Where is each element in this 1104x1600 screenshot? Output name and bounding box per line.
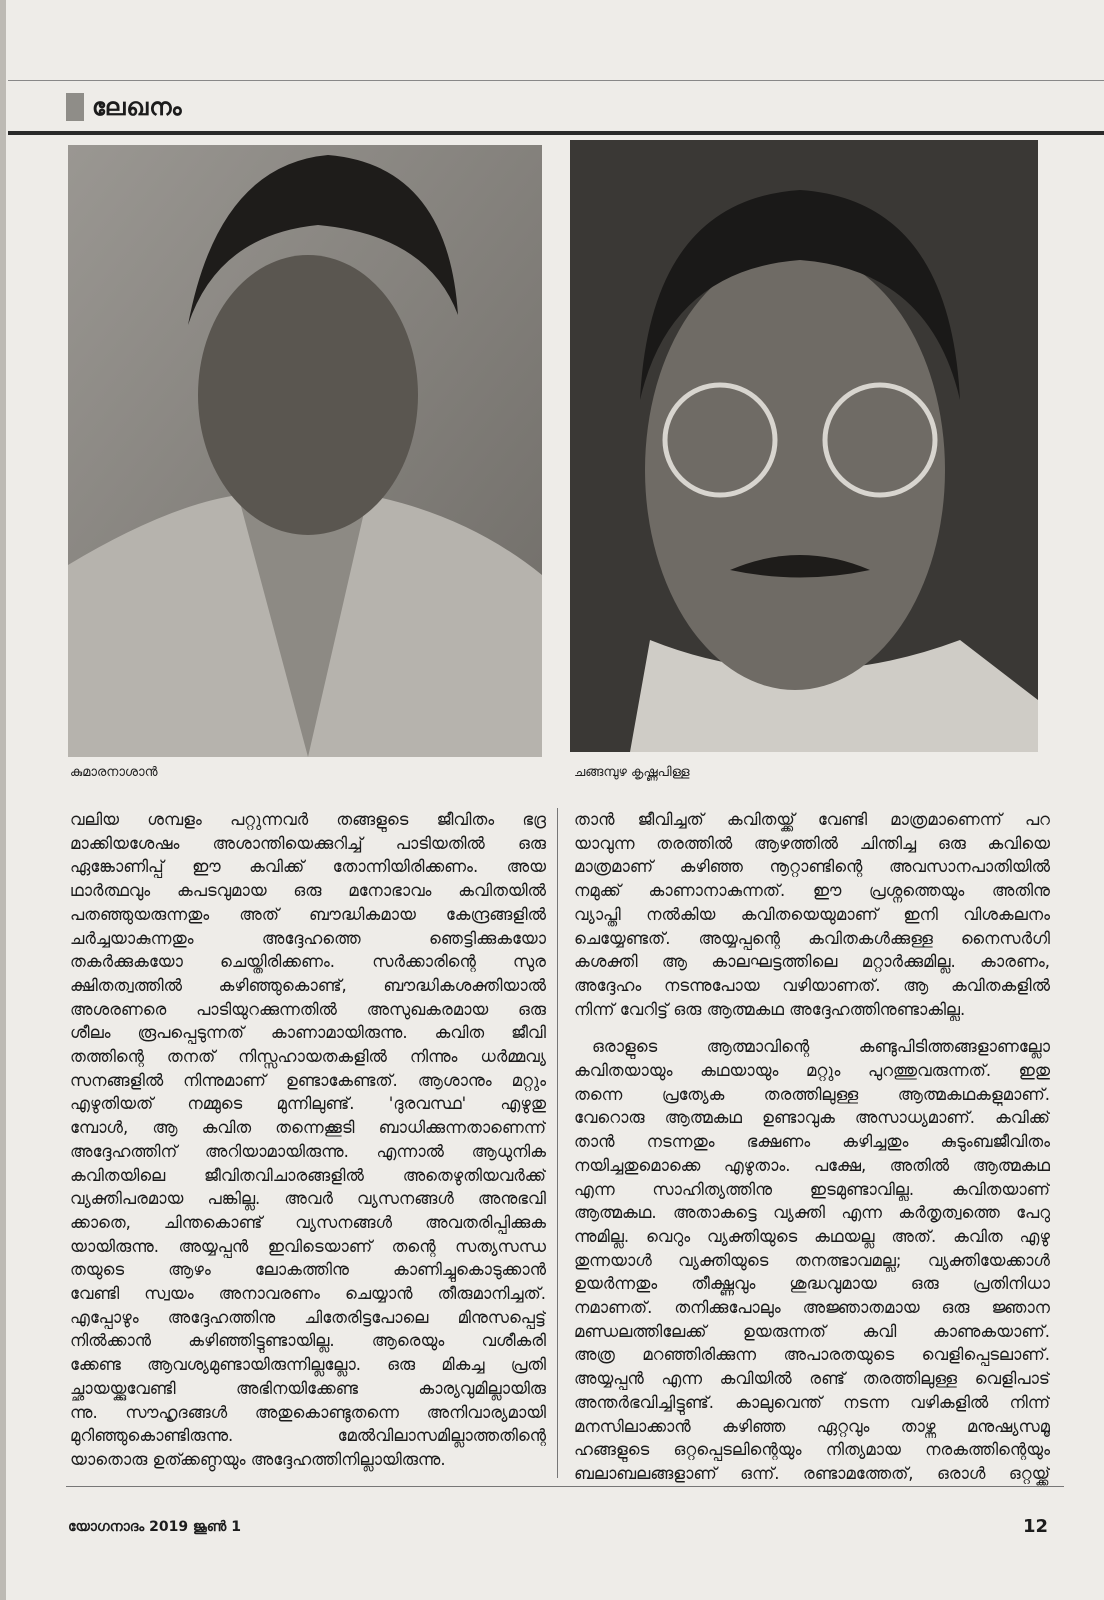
- text-line: അശരണരെ പാടിയുറക്കുന്നതിൽ അസുഖകരമായ ഒരു: [70, 999, 546, 1019]
- text-line: വലിയ ശമ്പളം പറ്റുന്നവർ തങ്ങളുടെ ജീവിതം ഭദ്ര: [70, 810, 546, 829]
- footer-rule: [66, 1486, 1064, 1487]
- section-header: [66, 93, 183, 121]
- text-line: ചെയ്യേണ്ടത്. അയ്യപ്പന്റെ കവിതകൾക്കുള്ള നൈസർഗി: [574, 928, 1050, 948]
- text-line: ക്കാതെ, ചിന്തകൊണ്ട് വ്യസനങ്ങൾ അവതരിപ്പിക്കുക: [70, 1212, 546, 1232]
- text-line: ക്ഷിതത്വത്തിൽ കഴിഞ്ഞുകൊണ്ട്, ബൗദ്ധികശക്തിയാൽ: [70, 975, 546, 995]
- text-line: ച്ഛായയ്ക്കുവേണ്ടി അഭിനയിക്കേണ്ട കാര്യവുമില്ലായിരു: [70, 1378, 546, 1398]
- text-line: ഒരാളുടെ ആത്മാവിന്റെ കണ്ടുപിടിത്തങ്ങളാണല്ലോ: [592, 1037, 1050, 1057]
- text-line: അദ്ദേഹം നടന്നുപോയ വഴിയാണത്. ആ കവിതകളിൽ: [574, 975, 1050, 995]
- footer-publication: യോഗനാദം 2019 ജൂൺ 1: [68, 1519, 242, 1535]
- text-line: വ്യാപ്തി നൽകിയ കവിതയെയുമാണ് ഇനി വിശകലനം: [574, 904, 1050, 924]
- page-binding-edge: [0, 0, 6, 1600]
- text-line: അന്തർഭവിച്ചിട്ടുണ്ട്. കാലുവെന്ത് നടന്ന വഴികളിൽ നിന്ന്: [574, 1392, 1050, 1412]
- header-rule: [8, 131, 1104, 135]
- text-line: ആത്മകഥ. അതാകട്ടെ വ്യക്തി എന്ന കർതൃത്വത്തെ പേറു: [574, 1203, 1050, 1223]
- text-line: വേറൊരു ആത്മകഥ ഉണ്ടാവുക അസാധ്യമാണ്. കവിക്ക്: [574, 1108, 1050, 1128]
- text-line: താൻ ജീവിച്ചത് കവിതയ്ക്ക് വേണ്ടി മാത്രമാണെന്ന് പറ: [574, 810, 1050, 829]
- text-line: ചർച്ചയാകുന്നതും അദ്ദേഹത്തെ ഞെട്ടിക്കുകയോ: [70, 928, 546, 948]
- text-line: മണ്ഡലത്തിലേക്ക് ഉയരുന്നത് കവി കാണുകയാണ്.: [574, 1321, 1050, 1341]
- text-line: കവിതയായും കഥയായും മറ്റും പുറത്തുവരുന്നത്. ഇതു: [574, 1061, 1050, 1081]
- photo-changampuzha: [570, 140, 1038, 752]
- text-line: ക്കേണ്ട ആവശ്യമുണ്ടായിരുന്നില്ലല്ലോ. ഒരു മികച്ച പ്രതി: [70, 1355, 546, 1375]
- text-line: ഹങ്ങളുടെ ഒറ്റപ്പെടലിന്റെയും നിത്യമായ നരകത്തിന്റെയും: [574, 1440, 1050, 1460]
- text-line: സനങ്ങളിൽ നിന്നുമാണ് ഉണ്ടാകേണ്ടത്. ആശാനും മറ്റും: [70, 1070, 546, 1090]
- text-line: യാതൊരു ഉത്ക്കണ്ഠയും അദ്ദേഹത്തിനില്ലായിരുന്നു.: [70, 1449, 446, 1469]
- text-line: ബലാബലങ്ങളാണ് ഒന്ന്. രണ്ടാമത്തേത്, ഒരാൾ ഒറ്റയ്ക്ക്: [574, 1463, 1050, 1483]
- text-line: വേണ്ടി സ്വയം അനാവരണം ചെയ്യാൻ തീരുമാനിച്ചത്.: [70, 1284, 546, 1304]
- text-line: തന്നെ പ്രത്യേക തരത്തിലുള്ള ആത്മകഥകളുമാണ്.: [574, 1084, 1050, 1104]
- text-line: ശീലം രൂപപ്പെടുന്നത് കാണാമായിരുന്നു. കവിത ജീവി: [70, 1023, 546, 1043]
- text-line: നിന്ന് വേറിട്ട് ഒരു ആത്മകഥ അദ്ദേഹത്തിനുണ്ടാകില്ല.: [574, 999, 966, 1019]
- text-line: നമുക്ക് കാണാനാകുന്നത്. ഈ പ്രശ്നത്തെയും അതിനു: [574, 881, 1050, 901]
- text-line: എന്ന സാഹിത്യത്തിനു ഇടമുണ്ടാവില്ല. കവിതയാണ്: [574, 1179, 1050, 1199]
- text-line: ന്നുമില്ല. വെറും വ്യക്തിയുടെ കഥയല്ല അത്. കവിത എഴു: [574, 1226, 1050, 1246]
- section-marker-icon: [66, 93, 84, 121]
- text-line: അദ്ദേഹത്തിന് അറിയാമായിരുന്നു. എന്നാൽ ആധുനിക: [70, 1141, 546, 1161]
- text-line: നയിച്ചതുമൊക്കെ എഴുതാം. പക്ഷേ, അതിൽ ആത്മകഥ: [574, 1155, 1050, 1175]
- text-line: വ്യക്തിപരമായ പങ്കില്ല. അവർ വ്യസനങ്ങൾ അനുഭവി: [70, 1189, 546, 1209]
- text-line: തയുടെ ആഴം ലോകത്തിനു കാണിച്ചുകൊടുക്കാൻ: [70, 1260, 546, 1280]
- text-line: മ്പോൾ, ആ കവിത തന്നെക്കൂടി ബാധിക്കുന്നതാണെന്ന്: [70, 1118, 546, 1138]
- text-line: നമാണത്. തനിക്കുപോലും അജ്ഞാതമായ ഒരു ജ്ഞാന: [574, 1298, 1050, 1318]
- top-divider: [8, 80, 1104, 81]
- text-line: ഉയർന്നതും തീക്ഷ്ണവും ശുദ്ധവുമായ ഒരു പ്രതിനിധാ: [574, 1274, 1050, 1294]
- page-number: 12: [1023, 1516, 1049, 1537]
- text-line: എഴുതിയത് നമ്മുടെ മുന്നിലുണ്ട്. 'ദുരവസ്ഥ' എഴുതു: [70, 1094, 546, 1114]
- photo-caption: കുമാരനാശാൻ: [70, 765, 158, 780]
- text-line: അത്ര മറഞ്ഞിരിക്കുന്ന അപാരതയുടെ വെളിപ്പെടലാണ്.: [574, 1345, 1050, 1365]
- column-divider: [557, 808, 558, 1478]
- text-line: മുറിഞ്ഞുകൊണ്ടിരുന്നു. മേൽവിലാസമില്ലാത്തതിന്റെ: [70, 1426, 546, 1446]
- text-line: കവിതയിലെ ജീവിതവിചാരങ്ങളിൽ അതെഴുതിയവർക്ക്: [70, 1165, 546, 1185]
- text-line: ഥാർത്ഥവും കപടവുമായ ഒരു മനോഭാവം കവിതയിൽ: [70, 881, 546, 901]
- text-line: യാവുന്ന തരത്തിൽ ആഴത്തിൽ ചിന്തിച്ച ഒരു കവിയെ: [574, 833, 1050, 853]
- article-column-right: [574, 808, 1050, 1486]
- text-line: താൻ നടന്നതും ഭക്ഷണം കഴിച്ചതും കുടുംബജീവിതം: [574, 1132, 1050, 1152]
- text-line: തുന്നയാൾ വ്യക്തിയുടെ തനത്ഭാവമല്ല; വ്യക്തിയേക്കാൾ: [574, 1250, 1050, 1270]
- text-line: പതഞ്ഞുയരുന്നതും അത് ബൗദ്ധികമായ കേന്ദ്രങ്ങളിൽ: [70, 904, 546, 924]
- paragraph-gap: [574, 1021, 1050, 1035]
- text-line: ന്നു. സൗഹൃദങ്ങൾ അതുകൊണ്ടുതന്നെ അനിവാര്യമായി: [70, 1402, 546, 1422]
- photo-kumaranasan: [68, 145, 542, 757]
- text-line: മാത്രമാണ് കഴിഞ്ഞ നൂറ്റാണ്ടിന്റെ അവസാനപാതിയിൽ: [574, 857, 1050, 877]
- photo-caption: ചങ്ങമ്പുഴ കൃഷ്ണപിള്ള: [574, 765, 690, 780]
- text-line: മനസിലാക്കാൻ കഴിഞ്ഞ ഏറ്റവും താഴ്ന്ന മനുഷ്യസമൂ: [574, 1416, 1050, 1436]
- text-line: തത്തിന്റെ തനത് നിസ്സഹായതകളിൽ നിന്നും ധർമ്മവ്യ: [70, 1047, 546, 1067]
- text-line: മാക്കിയശേഷം അശാന്തിയെക്കുറിച്ച് പാടിയതിൽ ഒരു: [70, 833, 546, 853]
- text-line: ഏങ്കോണിപ്പ് ഈ കവിക്ക് തോന്നിയിരിക്കണം. അയ: [70, 857, 546, 877]
- text-line: കശക്തി ആ കാലഘട്ടത്തിലെ മറ്റാർക്കുമില്ല. കാരണം,: [574, 952, 1050, 972]
- text-line: തകർക്കുകയോ ചെയ്തിരിക്കണം. സർക്കാരിന്റെ സുര: [70, 952, 546, 972]
- text-line: അയ്യപ്പൻ എന്ന കവിയിൽ രണ്ട് തരത്തിലുള്ള വെളിപാട്: [574, 1369, 1050, 1389]
- text-line: യായിരുന്നു. അയ്യപ്പൻ ഇവിടെയാണ് തന്റെ സത്യസന്ധ: [70, 1236, 546, 1256]
- text-line: നിൽക്കാൻ കഴിഞ്ഞിട്ടുണ്ടായില്ല. ആരെയും വശീകരി: [70, 1331, 546, 1351]
- article-column-left: [70, 808, 546, 1472]
- text-line: എപ്പോഴും അദ്ദേഹത്തിനു ചിതേരിട്ടപോലെ മിനുസപ്പെട്ട്: [70, 1307, 546, 1327]
- section-title: ലേഖനം: [92, 93, 183, 121]
